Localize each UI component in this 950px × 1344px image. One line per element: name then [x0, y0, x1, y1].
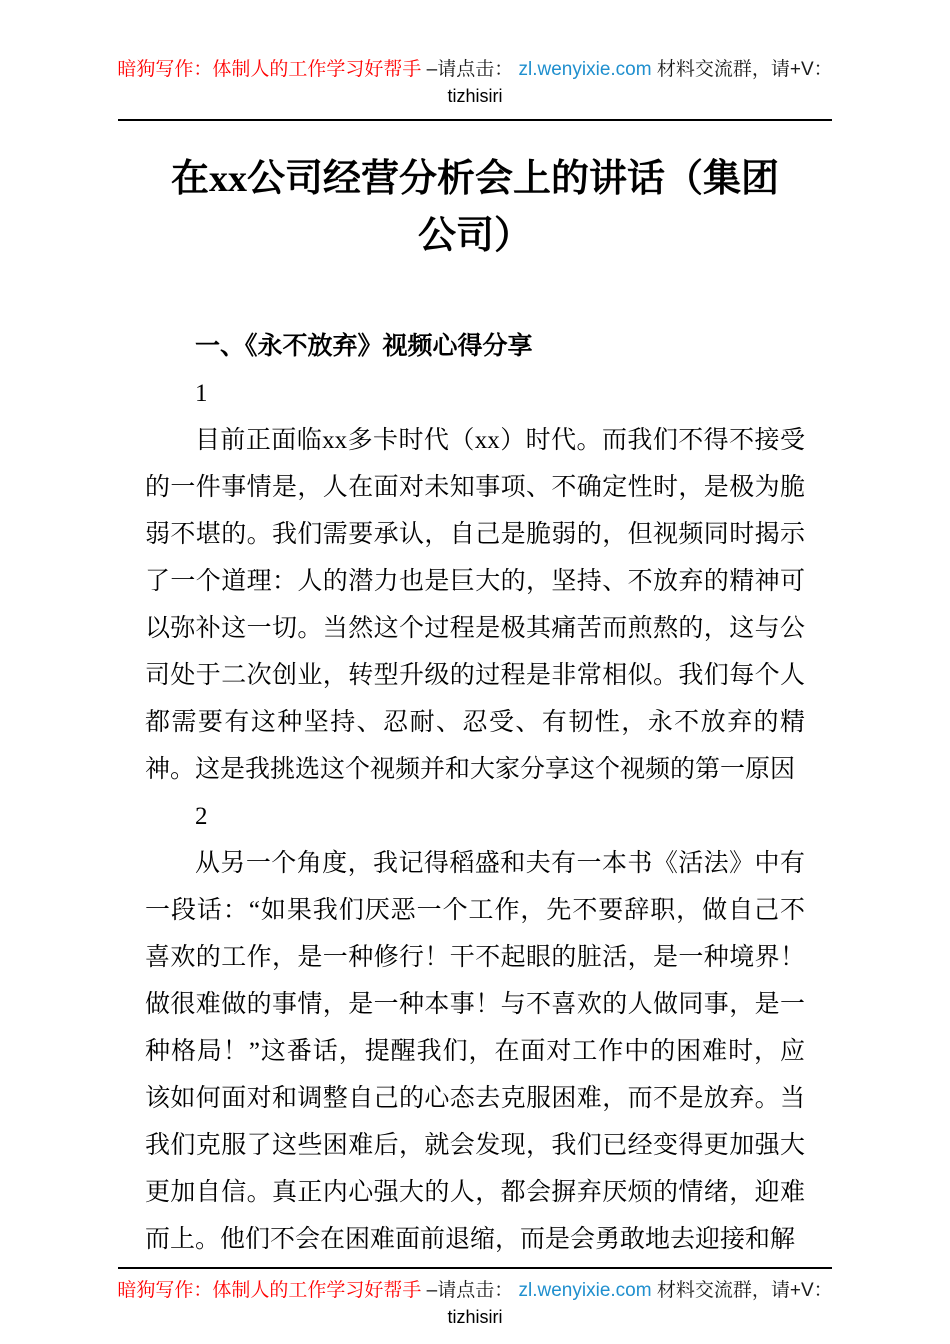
- promo-click-prefix: –请点击：: [426, 59, 514, 80]
- footer-promo-line: [0, 1277, 950, 1304]
- promo-suffix: 材料交流群，请+V：: [656, 59, 833, 80]
- header-divider-rule: [118, 119, 832, 121]
- footer-promo: [0, 1277, 950, 1330]
- promo-link[interactable]: zl.wenyixie.com: [518, 1280, 652, 1301]
- header-promo: [0, 0, 950, 109]
- paragraph-number-1: 1: [195, 380, 208, 407]
- header-promo-line: [0, 56, 950, 83]
- promo-brand-text: 暗狗写作：体制人的工作学习好帮手: [117, 1280, 422, 1301]
- promo-wechat-id: tizhisiri: [447, 1307, 503, 1327]
- document-title: 在xx公司经营分析会上的讲话（集团公司）: [170, 158, 779, 257]
- paragraph-number-2: 2: [195, 803, 208, 830]
- promo-suffix: 材料交流群，请+V：: [656, 1280, 833, 1301]
- paragraph-body-2: 从另一个角度，我记得稻盛和夫有一本书《活法》中有一段话：“如果我们厌恶一个工作，先不要辞职，做自己不喜欢的工作，是一种修行！干不起眼的脏活，是一种境界！做很难做的事情，是一种本事！与不喜欢的人做同事，是一种格局！”这番话，提醒我们，在面对工作中的困难时，应该如何面对和调整自己的心态去克服困难，而不是放弃。当我们克服了这些困难后，就会发现，我们已经变得更加强大更加自信。真正内心强大的人，都会摒弃厌烦的情绪，迎难而上。他们不会在困难面前退缩，而是会勇敢地去迎接和解: [145, 850, 805, 1253]
- section-heading: 一、《永不放弃》视频心得分享: [195, 332, 533, 360]
- promo-brand-text: 暗狗写作：体制人的工作学习好帮手: [117, 59, 422, 80]
- promo-wechat-id: tizhisiri: [447, 86, 503, 106]
- promo-click-prefix: –请点击：: [426, 1280, 514, 1301]
- promo-link[interactable]: zl.wenyixie.com: [518, 59, 652, 80]
- paragraph-body-1: 目前正面临xx多卡时代（xx）时代。而我们不得不接受的一件事情是，人在面对未知事项、不确定性时，是极为脆弱不堪的。我们需要承认，自己是脆弱的，但视频同时揭示了一个道理：人的潜力也是巨大的，坚持、不放弃的精神可以弥补这一切。当然这个过程是极其痛苦而煎熬的，这与公司处于二次创业，转型升级的过程是非常相似。我们每个人都需要有这种坚持、忍耐、忍受、有韧性，永不放弃的精神。这是我挑选这个视频并和大家分享这个视频的第一原因: [145, 427, 805, 783]
- footer-divider-rule: [118, 1267, 832, 1269]
- document-content: [0, 151, 950, 1263]
- footer-block: [0, 1267, 950, 1330]
